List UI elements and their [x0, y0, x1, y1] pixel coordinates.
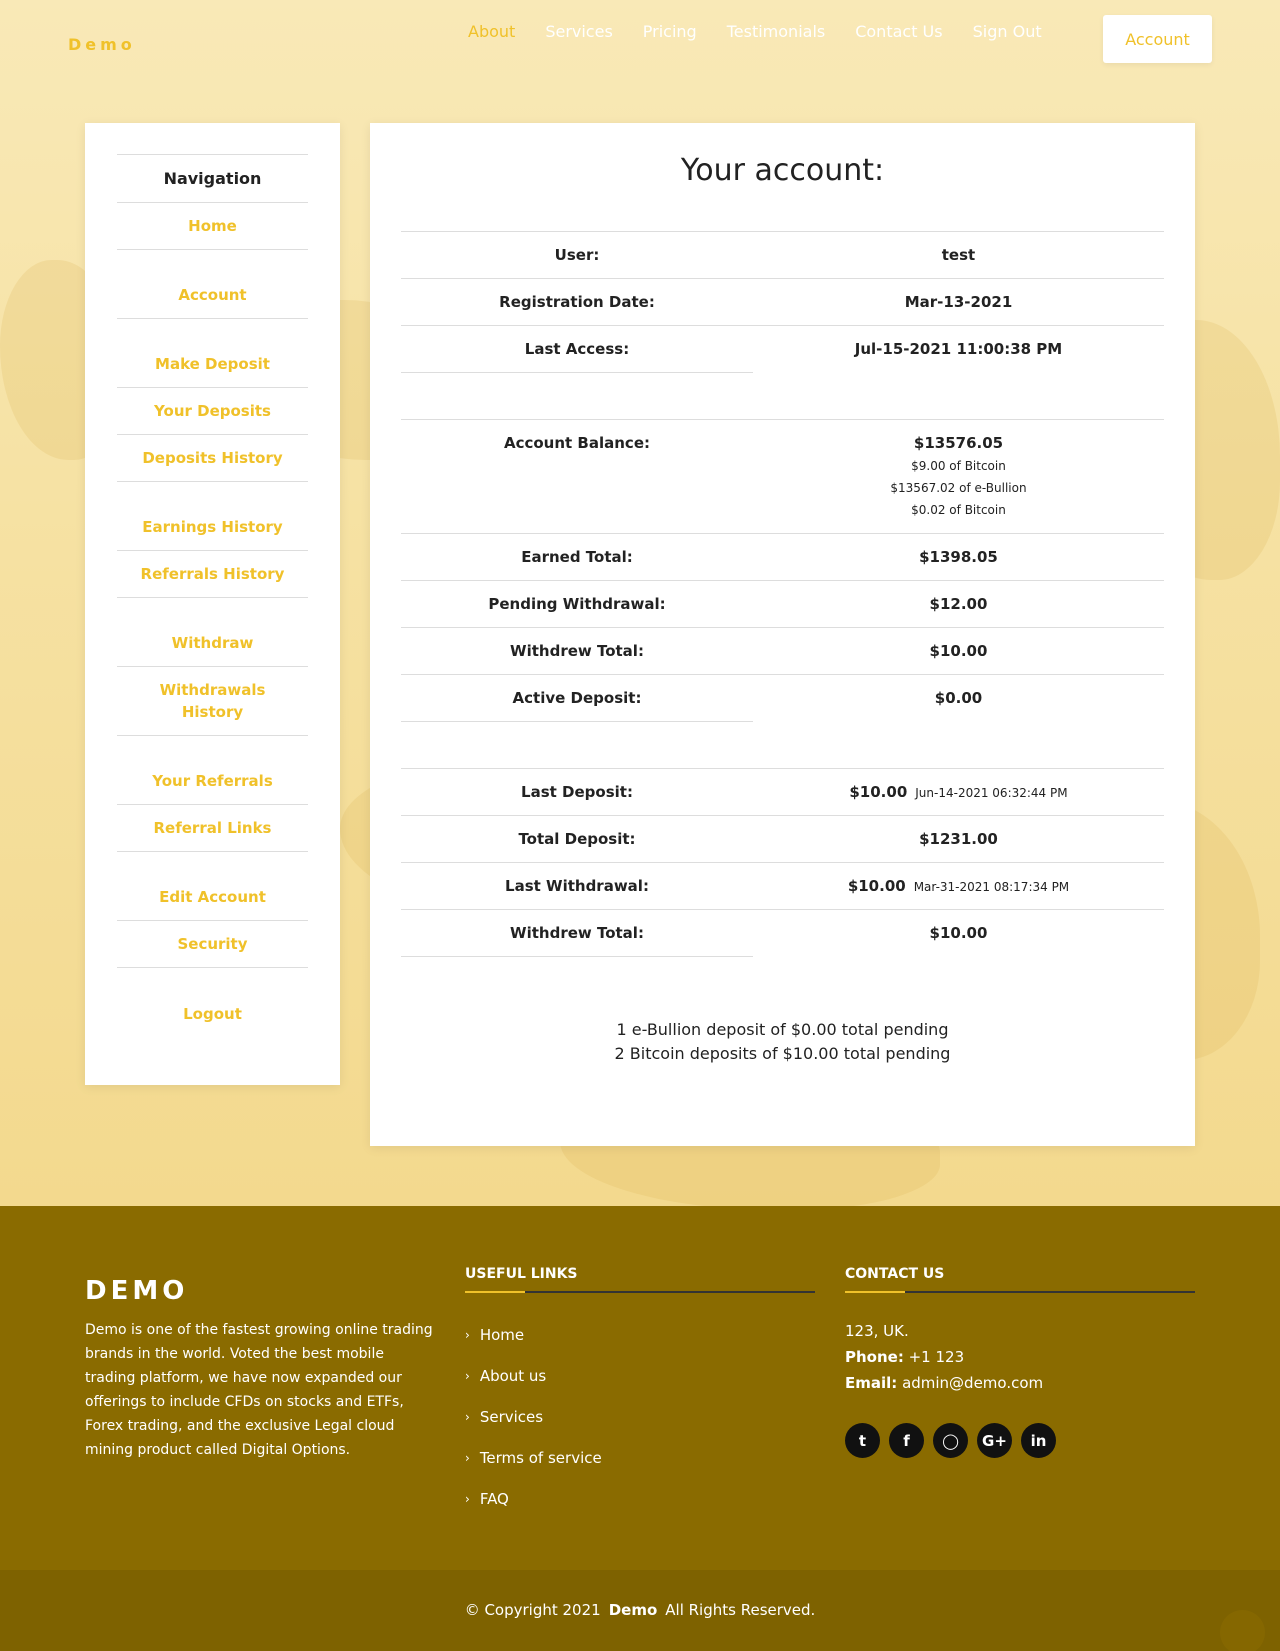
- footer-link-faq[interactable]: › FAQ: [465, 1489, 509, 1508]
- table-row: [401, 533, 1164, 580]
- pending-line: 2 Bitcoin deposits of $10.00 total pending: [614, 1044, 951, 1063]
- sidebar-item-referral-links[interactable]: Referral Links: [117, 805, 308, 852]
- sidebar-item-make-deposit[interactable]: Make Deposit: [117, 341, 308, 388]
- balance-total: $13576.05: [913, 434, 1004, 452]
- chevron-right-icon: ›: [465, 1450, 470, 1465]
- footer-link-home[interactable]: › Home: [465, 1325, 525, 1344]
- total-deposit-value: $1231.00: [919, 830, 998, 848]
- table-row: [401, 674, 1164, 721]
- facebook-icon[interactable]: f: [889, 1423, 924, 1458]
- last-access-value: Jul-15-2021 11:00:38 PM: [854, 340, 1063, 358]
- chevron-right-icon: ›: [465, 1491, 470, 1506]
- last-deposit-label: Last Deposit:: [521, 783, 633, 801]
- last-withdrawal-label: Last Withdrawal:: [505, 877, 649, 895]
- page-title: Your account:: [680, 153, 885, 188]
- footer-about-text: Demo is one of the fastest growing online trading brands in the world. Voted the best mobile trading platform, we have now expanded our offerings to include CFDs on stocks and ETFs, Forex trading, and the exclusive Legal cloud mining product called Digital Options.: [85, 1322, 433, 1458]
- chevron-right-icon: ›: [465, 1327, 470, 1342]
- copyright-text: © Copyright 2021 Demo All Rights Reserved.: [464, 1601, 816, 1619]
- pending-deposits-note: [370, 1018, 1195, 1066]
- registration-date-value: Mar-13-2021: [904, 293, 1013, 311]
- table-row: [401, 627, 1164, 674]
- account-button[interactable]: Account: [1103, 15, 1212, 63]
- contact-address: 123, UK.: [845, 1322, 909, 1340]
- back-to-top-button[interactable]: [1220, 1610, 1265, 1651]
- active-deposit-value: $0.00: [934, 689, 983, 707]
- chevron-right-icon: ›: [465, 1368, 470, 1383]
- sidebar-item-withdrawals-history[interactable]: Withdrawals History: [117, 667, 308, 736]
- contact-us-rule: [845, 1291, 1195, 1293]
- useful-links-title: USEFUL LINKS: [465, 1266, 578, 1282]
- table-row: [401, 909, 1164, 956]
- instagram-icon[interactable]: ◯: [933, 1423, 968, 1458]
- nav-pricing[interactable]: Pricing: [642, 22, 697, 41]
- table-row: [401, 231, 1164, 278]
- table-row: [401, 768, 1164, 815]
- top-header: [0, 0, 1280, 80]
- account-card: [370, 123, 1195, 1146]
- active-deposit-label: Active Deposit:: [512, 689, 642, 707]
- last-access-label: Last Access:: [524, 340, 630, 358]
- table-row: [401, 815, 1164, 862]
- balance-part: $9.00 of Bitcoin: [911, 459, 1006, 473]
- footer-brand: DEMO: [85, 1276, 189, 1306]
- nav-testimonials[interactable]: Testimonials: [726, 22, 826, 41]
- social-links: [845, 1423, 1056, 1458]
- account-balance-value: [753, 420, 1164, 533]
- footer-link-services[interactable]: › Services: [465, 1407, 544, 1426]
- nav-about[interactable]: About: [468, 22, 516, 41]
- last-deposit-date: Jun-14-2021 06:32:44 PM: [915, 786, 1068, 800]
- sidebar-item-logout[interactable]: Logout: [183, 1004, 242, 1023]
- withdrew-total-value: $10.00: [929, 924, 988, 942]
- copyright-brand[interactable]: Demo: [608, 1601, 658, 1619]
- sidebar-title: Navigation: [117, 154, 308, 203]
- nav-services[interactable]: Services: [545, 22, 613, 41]
- sidebar-item-edit-account[interactable]: Edit Account: [117, 874, 308, 921]
- sidebar-item-your-referrals[interactable]: Your Referrals: [117, 758, 308, 805]
- table-row: [401, 862, 1164, 909]
- twitter-icon[interactable]: t: [845, 1423, 880, 1458]
- contact-info: [845, 1318, 1043, 1396]
- user-value: test: [941, 246, 976, 264]
- sidebar-item-home[interactable]: Home: [117, 203, 308, 250]
- last-withdrawal-amount: $10.00: [847, 877, 906, 895]
- contact-email: Email: admin@demo.com: [845, 1374, 1044, 1392]
- sidebar-navigation: [85, 123, 340, 1085]
- nav-contact-us[interactable]: Contact Us: [855, 22, 943, 41]
- sidebar-item-security[interactable]: Security: [117, 921, 308, 968]
- google-plus-icon[interactable]: G+: [977, 1423, 1012, 1458]
- sidebar-item-account[interactable]: Account: [117, 272, 308, 319]
- last-withdrawal-value: [753, 863, 1164, 909]
- last-deposit-amount: $10.00: [849, 783, 908, 801]
- site-footer: [0, 1206, 1280, 1570]
- withdrew-total-value: $10.00: [929, 642, 988, 660]
- earned-total-value: $1398.05: [919, 548, 998, 566]
- footer-link-terms[interactable]: › Terms of service: [465, 1448, 602, 1467]
- account-summary-table: [401, 231, 1164, 956]
- chevron-right-icon: ›: [465, 1409, 470, 1424]
- pending-withdrawal-value: $12.00: [929, 595, 988, 613]
- last-deposit-value: [753, 769, 1164, 815]
- footer-link-about[interactable]: › About us: [465, 1366, 547, 1385]
- site-logo[interactable]: Demo: [68, 35, 136, 54]
- contact-phone: Phone: +1 123: [845, 1348, 965, 1366]
- total-deposit-label: Total Deposit:: [518, 830, 636, 848]
- table-row: [401, 325, 1164, 372]
- sidebar-item-earnings-history[interactable]: Earnings History: [117, 504, 308, 551]
- contact-us-title: CONTACT US: [845, 1266, 945, 1282]
- sidebar-item-withdraw[interactable]: Withdraw: [117, 620, 308, 667]
- linkedin-icon[interactable]: in: [1021, 1423, 1056, 1458]
- sidebar-item-deposits-history[interactable]: Deposits History: [117, 435, 308, 482]
- pending-withdrawal-label: Pending Withdrawal:: [488, 595, 666, 613]
- table-row: [401, 278, 1164, 325]
- main-nav: [468, 22, 1042, 41]
- registration-date-label: Registration Date:: [499, 293, 655, 311]
- useful-links-rule: [465, 1291, 815, 1293]
- withdrew-total-label: Withdrew Total:: [510, 642, 644, 660]
- useful-links-list: [465, 1314, 602, 1519]
- nav-sign-out[interactable]: Sign Out: [972, 22, 1042, 41]
- user-label: User:: [554, 246, 600, 264]
- copyright-bar: [0, 1570, 1280, 1651]
- withdrew-total-label: Withdrew Total:: [510, 924, 644, 942]
- sidebar-item-your-deposits[interactable]: Your Deposits: [117, 388, 308, 435]
- table-row: [401, 419, 1164, 533]
- pending-line: 1 e-Bullion deposit of $0.00 total pending: [616, 1020, 949, 1039]
- last-withdrawal-date: Mar-31-2021 08:17:34 PM: [913, 880, 1070, 894]
- account-balance-label: Account Balance:: [503, 434, 650, 452]
- table-row: [401, 580, 1164, 627]
- balance-part: $0.02 of Bitcoin: [911, 503, 1006, 517]
- sidebar-item-referrals-history[interactable]: Referrals History: [117, 551, 308, 598]
- earned-total-label: Earned Total:: [521, 548, 633, 566]
- balance-part: $13567.02 of e-Bullion: [890, 481, 1027, 495]
